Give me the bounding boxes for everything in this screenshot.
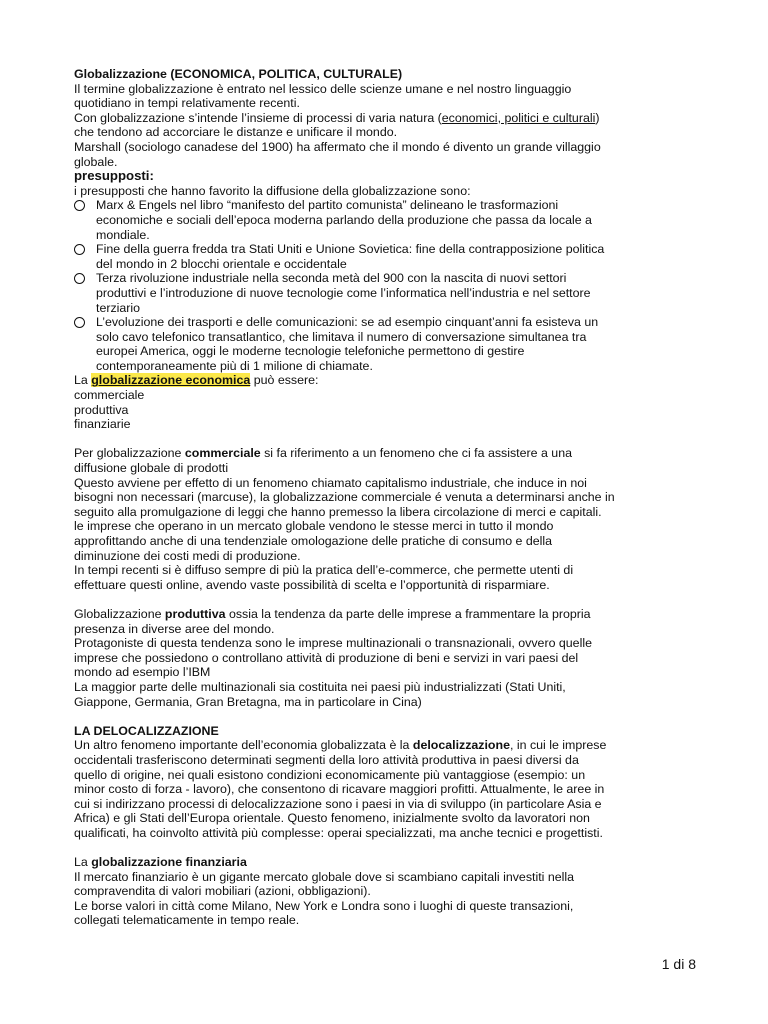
delocalizzazione-line: occidentali trasferiscono determinati segmenti della loro attività produttiva in paesi diversi da <box>74 752 579 767</box>
econ-intro-text: La <box>74 373 92 388</box>
delocalizzazione-line: qualificati, ha coinvolto attività più complesse: operai specializzati, ma anche tecnici e progettisti. <box>74 825 603 840</box>
presupposti-intro: i presupposti che hanno favorito la diffusione della globalizzazione sono: <box>74 183 471 198</box>
bullet-line: L’evoluzione dei trasporti e delle comunicazioni: se ad esempio cinquant’anni fa esisteva un <box>96 315 599 330</box>
delocalizzazione-line: cui si indirizzano processi di delocalizzazione sono i paesi in via di sviluppo (in particolare Asia e <box>74 796 602 811</box>
bullet-item <box>74 315 699 373</box>
econ-type: produttiva <box>74 402 129 417</box>
commerciale-line: diminuzione dei costi medi di produzione. <box>74 548 301 563</box>
page-number: 1 di 8 <box>661 956 696 972</box>
bullet-line: produttivi e l’introduzione di nuove tecnologie come l’informatica nell’industria e nel settore <box>96 285 591 300</box>
commerciale-line: Questo avviene per effetto di un fenomeno chiamato capitalismo industriale, che induce in noi <box>74 475 587 490</box>
delocalizzazione-line: quello di origine, nei quali esistono condizioni economicamente più vantaggiose (esempio: un <box>74 767 586 782</box>
produttiva-line: Protagoniste di questa tendenza sono le imprese multinazionali o transnazionali, ovvero quelle <box>74 636 592 651</box>
document-title: Globalizzazione (ECONOMICA, POLITICA, CULTURALE) <box>74 67 403 81</box>
commerciale-line: le imprese che operano in un mercato globale vendono le stesse merci in tutto il mondo <box>74 519 554 534</box>
finanziaria-line: collegati telematicamente in tempo reale. <box>74 913 300 928</box>
finanziaria-line: Il mercato finanziario è un gigante mercato globale dove si scambiano capitali investiti nella <box>74 869 575 884</box>
definition-text-end: ) <box>595 110 600 125</box>
bullet-line: economiche e sociali dell’epoca moderna parlando della produzione che passa da locale a <box>96 212 592 227</box>
bullet-item <box>74 198 699 242</box>
commerciale-line: effettuare questi online, avendo vaste possibilità di scelta e l’opportunità di risparmiare. <box>74 577 550 592</box>
bullet-line: contemporaneamente più di 1 milione di chiamate. <box>96 358 373 373</box>
econ-intro-text-end: può essere: <box>250 373 319 388</box>
produttiva-line: La maggior parte delle multinazionali sia costituita nei paesi più industrializzati (Stati Uniti, <box>74 679 566 694</box>
produttiva-line: Giappone, Germania, Gran Bretagna, ma in particolare in Cina) <box>74 694 422 709</box>
presupposti-heading: presupposti: <box>74 168 154 184</box>
delocalizzazione-intro <box>74 738 699 753</box>
bullet-line: del mondo in 2 blocchi orientale e occidentale <box>96 256 347 271</box>
delocalizzazione-text: Un altro fenomeno importante dell’economia globalizzata è la <box>74 738 413 753</box>
bullet-line: solo cavo telefonico transatlantico, che limitava il numero di conversazione simultanea tra <box>96 329 587 344</box>
econ-type: commerciale <box>74 388 145 403</box>
finanziaria-bold: globalizzazione finanziaria <box>91 855 247 870</box>
econ-type: finanziarie <box>74 417 131 432</box>
delocalizzazione-line: Africa) e gli Stati dell’Europa orientale. Questo fenomeno, inizialmente svolto da lavoratori non <box>74 811 590 826</box>
bullet-line: Fine della guerra fredda tra Stati Uniti e Unione Sovietica: fine della contrapposizione politica <box>96 242 605 257</box>
econ-intro-line <box>74 373 699 388</box>
delocalizzazione-line: minor costo di forza - lavoro), che consentono di ricavare maggiori profitti. Attualmente, le aree in <box>74 782 605 797</box>
definition-line <box>74 111 699 126</box>
finanziaria-text: La <box>74 855 92 870</box>
produttiva-bold: produttiva <box>164 606 226 621</box>
commerciale-text: Per globalizzazione <box>74 446 185 461</box>
produttiva-line: imprese che possiedono o controllano attività di produzione di beni e servizi in vari paesi del <box>74 650 579 665</box>
produttiva-text-end: ossia la tendenza da parte delle imprese a frammentare la propria <box>225 606 591 621</box>
commerciale-line: bisogni non necessari (marcuse), la globalizzazione commerciale é venuta a determinarsi anche in <box>74 490 615 505</box>
finanziaria-heading <box>74 855 699 870</box>
bullet-item <box>74 271 699 315</box>
commerciale-line: seguito alla promulgazione di leggi che hanno premesso la libera circolazione di merci e capitali. <box>74 504 602 519</box>
bullet-line: terziario <box>96 300 141 315</box>
bullet-item <box>74 242 699 271</box>
commerciale-line: approfittando anche di una tendenziale omologazione delle pratiche di consumo e della <box>74 534 553 548</box>
marshall-line: globale. <box>74 154 118 169</box>
delocalizzazione-bold: delocalizzazione <box>412 738 510 753</box>
finanziaria-line: Le borse valori in città come Milano, New York e Londra sono i luoghi di queste transazioni, <box>74 898 574 913</box>
commerciale-line: In tempi recenti si è diffuso sempre di più la pratica dell’e-commerce, che permette utenti di <box>74 563 574 578</box>
econ-highlight: globalizzazione economica <box>91 373 251 388</box>
produttiva-intro <box>74 607 699 622</box>
intro-line: Il termine globalizzazione è entrato nel lessico delle scienze umane e nel nostro linguaggio <box>74 81 572 96</box>
circle-bullet-icon <box>74 244 85 255</box>
delocalizzazione-text-end: , in cui le imprese <box>509 738 607 753</box>
circle-bullet-icon <box>74 317 85 328</box>
document-body <box>74 67 699 928</box>
bullet-line: Terza rivoluzione industriale nella seconda metà del 900 con la nascita di nuovi settori <box>96 271 567 286</box>
intro-line: quotidiano in tempi relativamente recenti. <box>74 96 300 111</box>
delocalizzazione-heading: LA DELOCALIZZAZIONE <box>74 723 219 738</box>
bullet-line: europei America, oggi le moderne tecnologie telefoniche permettono di gestire <box>96 344 525 359</box>
produttiva-line: mondo ad esempio l’IBM <box>74 665 211 680</box>
produttiva-line: presenza in diverse aree del mondo. <box>74 621 275 636</box>
commerciale-intro <box>74 446 699 461</box>
marshall-line: Marshall (sociologo canadese del 1900) ha affermato che il mondo é divento un grande villaggio <box>74 139 601 154</box>
commerciale-bold: commerciale <box>184 446 261 461</box>
circle-bullet-icon <box>74 200 85 211</box>
commerciale-text-end: si fa riferimento a un fenomeno che ci fa assistere a una <box>260 446 572 461</box>
definition-text: Con globalizzazione s’intende l’insieme di processi di varia natura ( <box>74 110 442 125</box>
produttiva-text: Globalizzazione <box>74 606 165 621</box>
definition-underlined: economici, politici e culturali <box>441 110 596 125</box>
bullet-line: Marx & Engels nel libro “manifesto del partito comunista” delineano le trasformazioni <box>96 198 559 213</box>
commerciale-line: diffusione globale di prodotti <box>74 461 229 476</box>
bullet-line: mondiale. <box>96 227 150 242</box>
definition-line: che tendono ad accorciare le distanze e unificare il mondo. <box>74 125 398 140</box>
circle-bullet-icon <box>74 273 85 284</box>
finanziaria-line: compravendita di valori mobiliari (azioni, obbligazioni). <box>74 884 371 899</box>
